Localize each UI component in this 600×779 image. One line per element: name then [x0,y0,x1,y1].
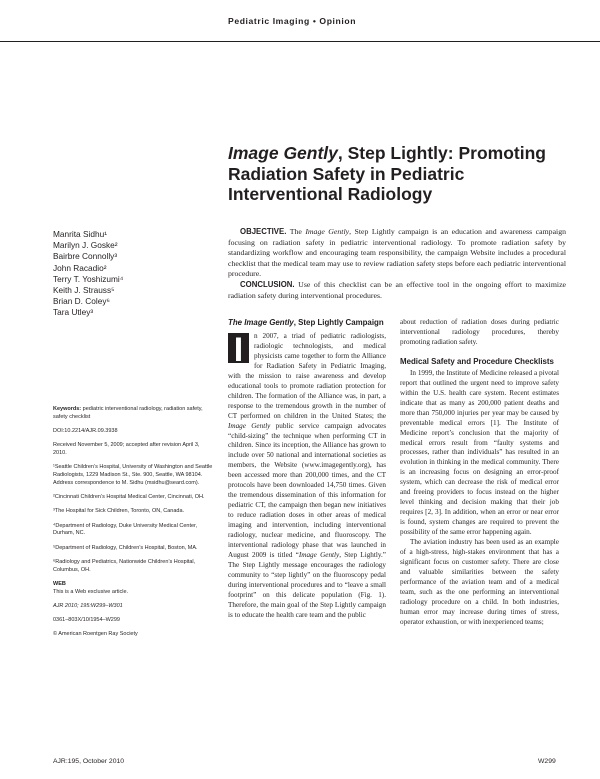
author-name: Brian D. Coley⁶ [53,296,110,307]
title-rest: , Step Lightly: Promoting Radiation Safety in Pediatric Interventional Radiology [228,143,546,204]
body-column-2 [400,318,559,628]
author-list [53,229,213,319]
affiliation: ⁵Department of Radiology, Children’s Hospital, Boston, MA. [53,544,198,551]
received-date: Received November 5, 2009; accepted after revision April 3, 2010. [53,442,200,456]
abstract [228,227,566,301]
heading-rest: , Step Lightly Campaign [293,318,384,327]
dropcap: I [228,333,249,363]
section-label: Pediatric Imaging • Opinion [228,16,357,26]
p1-part-b: public service campaign advocates “child-sizing” the technique when performing CT in children. Since its inception, the Alliance has grown to include over 50 national and international societies as members, the Website (www.imagegently.org), has been accessed more than 200,000 times, and the CT protocols have been downloaded 14,750 times. Given the tremendous dissemination of this information for pediatric CT, the campaign then began new initiatives to reduce radiation doses in other areas of medical imaging and intervention, including interventional radiology, nuclear medicine, and fluoroscopy. The interventional radiology phase that was launched in August 2009 is titled “ [228,421,387,559]
author-name: Bairbre Connolly³ [53,251,118,262]
p1-italic-2: Image Gently [298,550,340,559]
conclusion-text: Use of this checklist can be an effective tool in the ongoing effort to maximize radiation safety during interventional procedures. [228,279,566,300]
body-paragraph: about reduction of radiation doses during pediatric interventional radiology procedures, thereby promoting radiation safety. [400,318,559,346]
page-header [0,0,600,42]
section-heading: Medical Safety and Procedure Checklists [400,356,554,366]
objective-italic: Image Gently [305,227,350,236]
affiliation: ³The Hospital for Sick Children, Toronto, ON, Canada. [53,508,185,515]
body-column-1 [228,318,386,621]
p1-part-a: n 2007, a triad of pediatric radiologists, radiologic technologists, and medical physicists came together to form the Alliance for Radiation Safety in Pediatric Imaging, with the mission to raise awareness and develop educational tools to promote radiation protection for children. The formation of the Alliance was, in part, a response to the tremendous growth in the number of CT performed on children in the United States; the [228,332,386,420]
keywords-label: Keywords: [53,406,82,412]
copyright: © American Roentgen Ray Society [53,631,138,638]
citation: AJR 2010; 195:W299–W301 [53,602,123,609]
footer-journal: AJR:195, October 2010 [53,758,125,765]
conclusion-label: CONCLUSION. [240,279,295,289]
author-name: Manrita Sidhu¹ [53,229,107,239]
doi: DOI:10.2214/AJR.09.3938 [53,428,118,434]
title-italic: Image Gently [228,143,338,163]
web-text: This is a Web exclusive article. [53,588,129,595]
author-name: Keith J. Strauss⁵ [53,285,115,296]
affiliation: ⁶Radiology and Pediatrics, Nationwide Children’s Hospital, Columbus, OH. [53,558,196,573]
web-note [53,581,213,589]
body-paragraph: The aviation industry has been used as an example of a high-stress, high-stakes environment that has a significant focus on customer safety. There are close and valuable similarities between the safety performance of the aviation team and of a medical team, such as the one performing an interventional radiology procedure on a child. In both industries, human error may increase during times of stress, operator exhaustion, or with inexperienced teams; [400,538,559,626]
body-paragraph: In 1999, the Institute of Medicine released a pivotal report that outlined the urgent need to improve safety within the U.S. health care system. Recent estimates indicate that as many as 200,000 patient deaths and more than 750,000 injuries per year may be caused by preventable medical errors [1]. The Institute of Medicine report’s conclusion that the majority of medical errors result from “faulty systems and processes, rather than individuals” has resulted in an evolution in thinking in the medical community. There is an increasing focus on designing an error-proof system, which can decrease the risk of medical error and freeing providers to focus instead on the higher level thinking and decision making that their job requires [2, 3]. In addition, when an error or near error is found, system changes are required to prevent the possibility of the same error happening again. [400,368,559,537]
footer-page-number: W299 [538,758,556,765]
article-metadata [53,406,213,646]
section-heading [228,318,386,328]
abstract-conclusion [228,280,566,301]
web-label: WEB [53,580,66,587]
keywords-text: pediatric interventional radiology, radiation safety, safety checklist [53,406,203,420]
body-paragraph [228,332,386,621]
objective-text: , Step Lightly campaign is an education and awareness campaign focusing on radiation safety in pediatric interventional radiology. To promote radiation safety by standardizing workflow and encouraging team responsibility, the campaign Website includes a procedural checklist that the medical team may use to review radiation safety steps before each pediatric interventional procedure. [228,227,566,279]
p1-italic-1: Image Gently [228,421,271,430]
author-name: John Racadio² [53,262,107,273]
abstract-objective [228,227,566,280]
keywords [53,406,213,421]
objective-pre: The [286,227,306,236]
issn: 0361–803X/10/1954–W299 [53,617,120,624]
author-name: Terry T. Yoshizumi⁴ [53,273,124,284]
affiliation: ²Cincinnati Children’s Hospital Medical Center, Cincinnati, OH. [53,494,205,500]
objective-label: OBJECTIVE. [240,227,287,236]
affiliation: ¹Seattle Children’s Hospital, University of Washington and Seattle Radiologists, 1229 Madison St., Ste. 900, Seattle, WA 98104. Address correspondence to M. Sidhu (msidhu@seard.com). [53,464,213,486]
affiliation: ⁴Department of Radiology, Duke University Medical Center, Durham, NC. [53,522,198,537]
heading-italic: The Image Gently [228,318,294,327]
article-title [228,143,558,205]
p1-part-c: , Step Lightly.” The Step Lightly message encourages the radiology community to “step lightly” on the fluoroscopy pedal during interventional procedures and to “leave a small footprint” on this delicate population (Fig. 1). Therefore, the main goal of the Step Lightly campaign is to educate the health care team and the public [228,550,386,619]
author-name: Tara Utley³ [53,307,94,318]
author-name: Marilyn J. Goske² [53,240,118,251]
